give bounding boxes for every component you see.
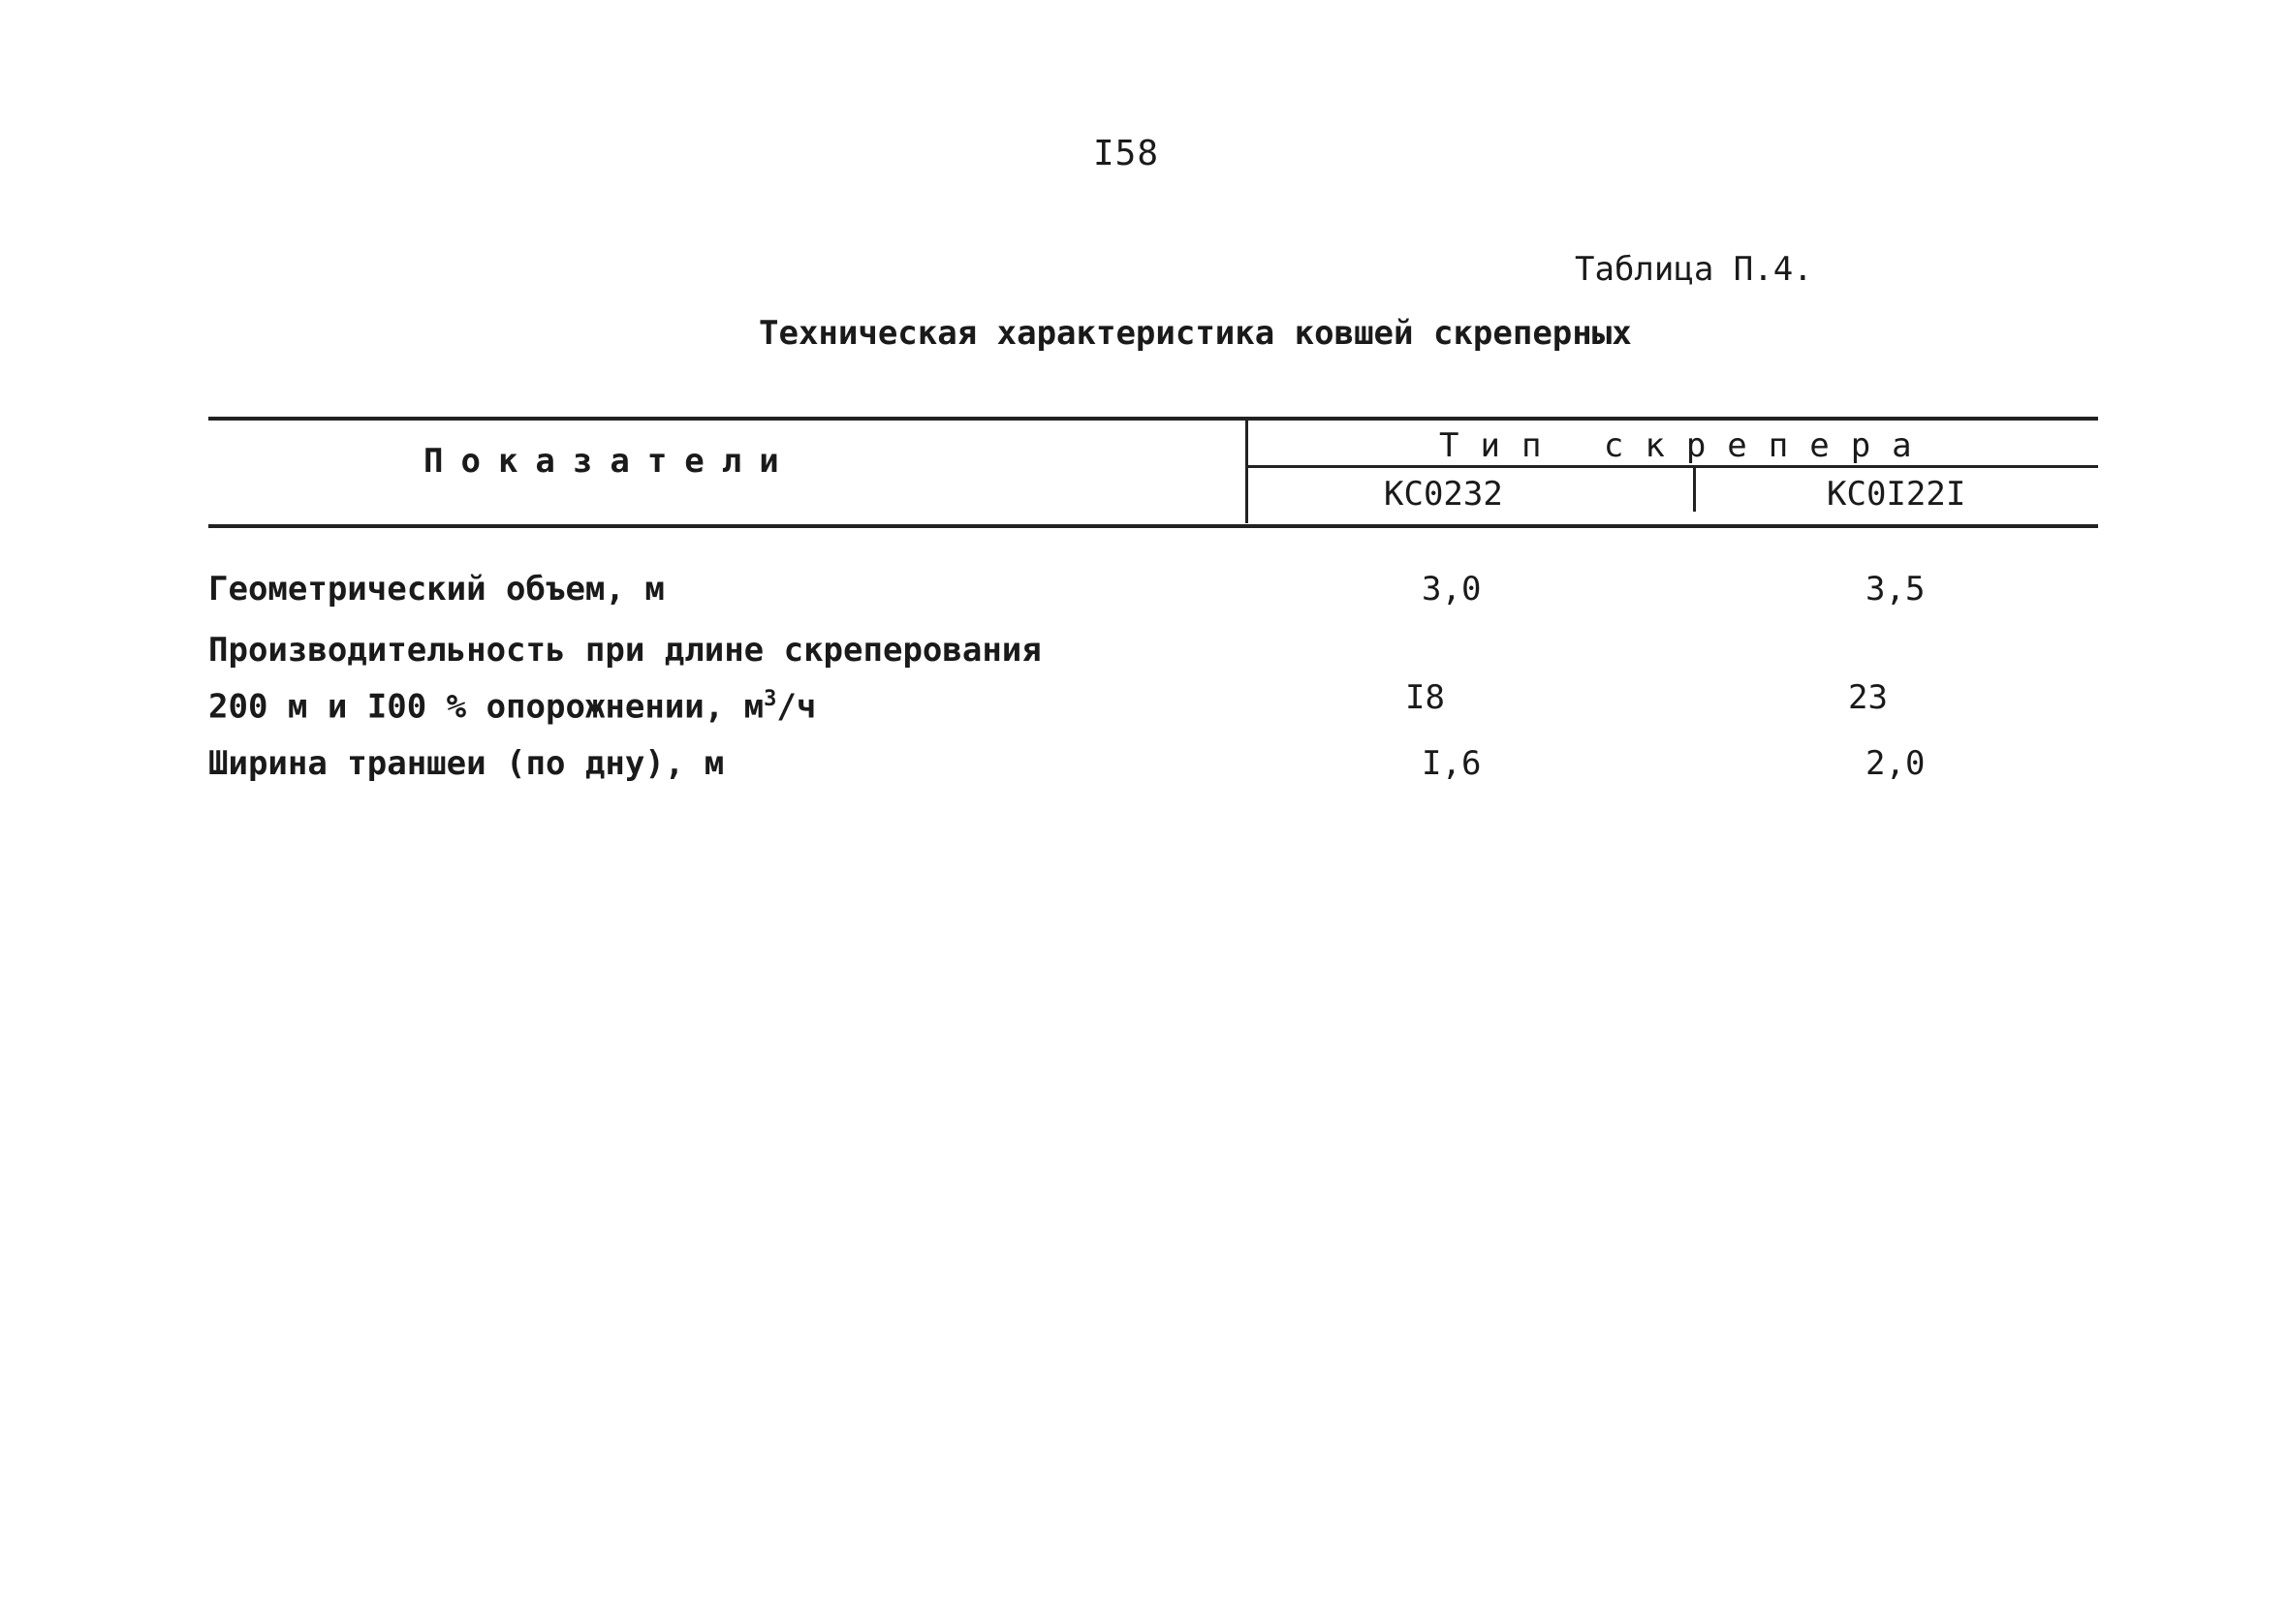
- header-divider-columns: [1693, 467, 1696, 512]
- row-value-ks0232: I,6: [1422, 744, 1482, 783]
- productivity-text: 200 м и I00 % опорожнении, м: [208, 687, 765, 727]
- header-scraper-type: Тип скрепера: [1439, 426, 1933, 465]
- productivity-unit-suffix: /ч: [776, 687, 817, 727]
- header-column-ks01221: КС0I22I: [1827, 475, 1966, 514]
- row-value-ks01221: 23: [1848, 678, 1888, 717]
- row-label-geometric-volume: Геометрический объем, м: [208, 570, 665, 609]
- row-value-ks0232: I8: [1405, 678, 1445, 717]
- page-number: I58: [1093, 134, 1160, 173]
- row-label-productivity-line2: [208, 674, 816, 732]
- table-header-subrule: [1245, 465, 2098, 468]
- header-divider-main: [1245, 419, 1248, 523]
- header-column-ks0232: КС0232: [1384, 475, 1503, 514]
- table-top-rule: [208, 417, 2098, 421]
- table-header-bottom-rule: [208, 524, 2098, 528]
- row-label-productivity-line1: Производительность при длине скреперования: [208, 631, 1042, 670]
- table-label: Таблица П.4.: [1575, 250, 1813, 289]
- cubic-superscript: 3: [764, 687, 777, 711]
- header-indicators: Показатели: [423, 442, 797, 481]
- row-label-trench-width: Ширина траншеи (по дну), м: [208, 744, 725, 783]
- row-value-ks0232: 3,0: [1422, 570, 1482, 609]
- row-value-ks01221: 3,5: [1866, 570, 1926, 609]
- table-title: Техническая характеристика ковшей скреперных: [759, 314, 1632, 353]
- row-value-ks01221: 2,0: [1866, 744, 1926, 783]
